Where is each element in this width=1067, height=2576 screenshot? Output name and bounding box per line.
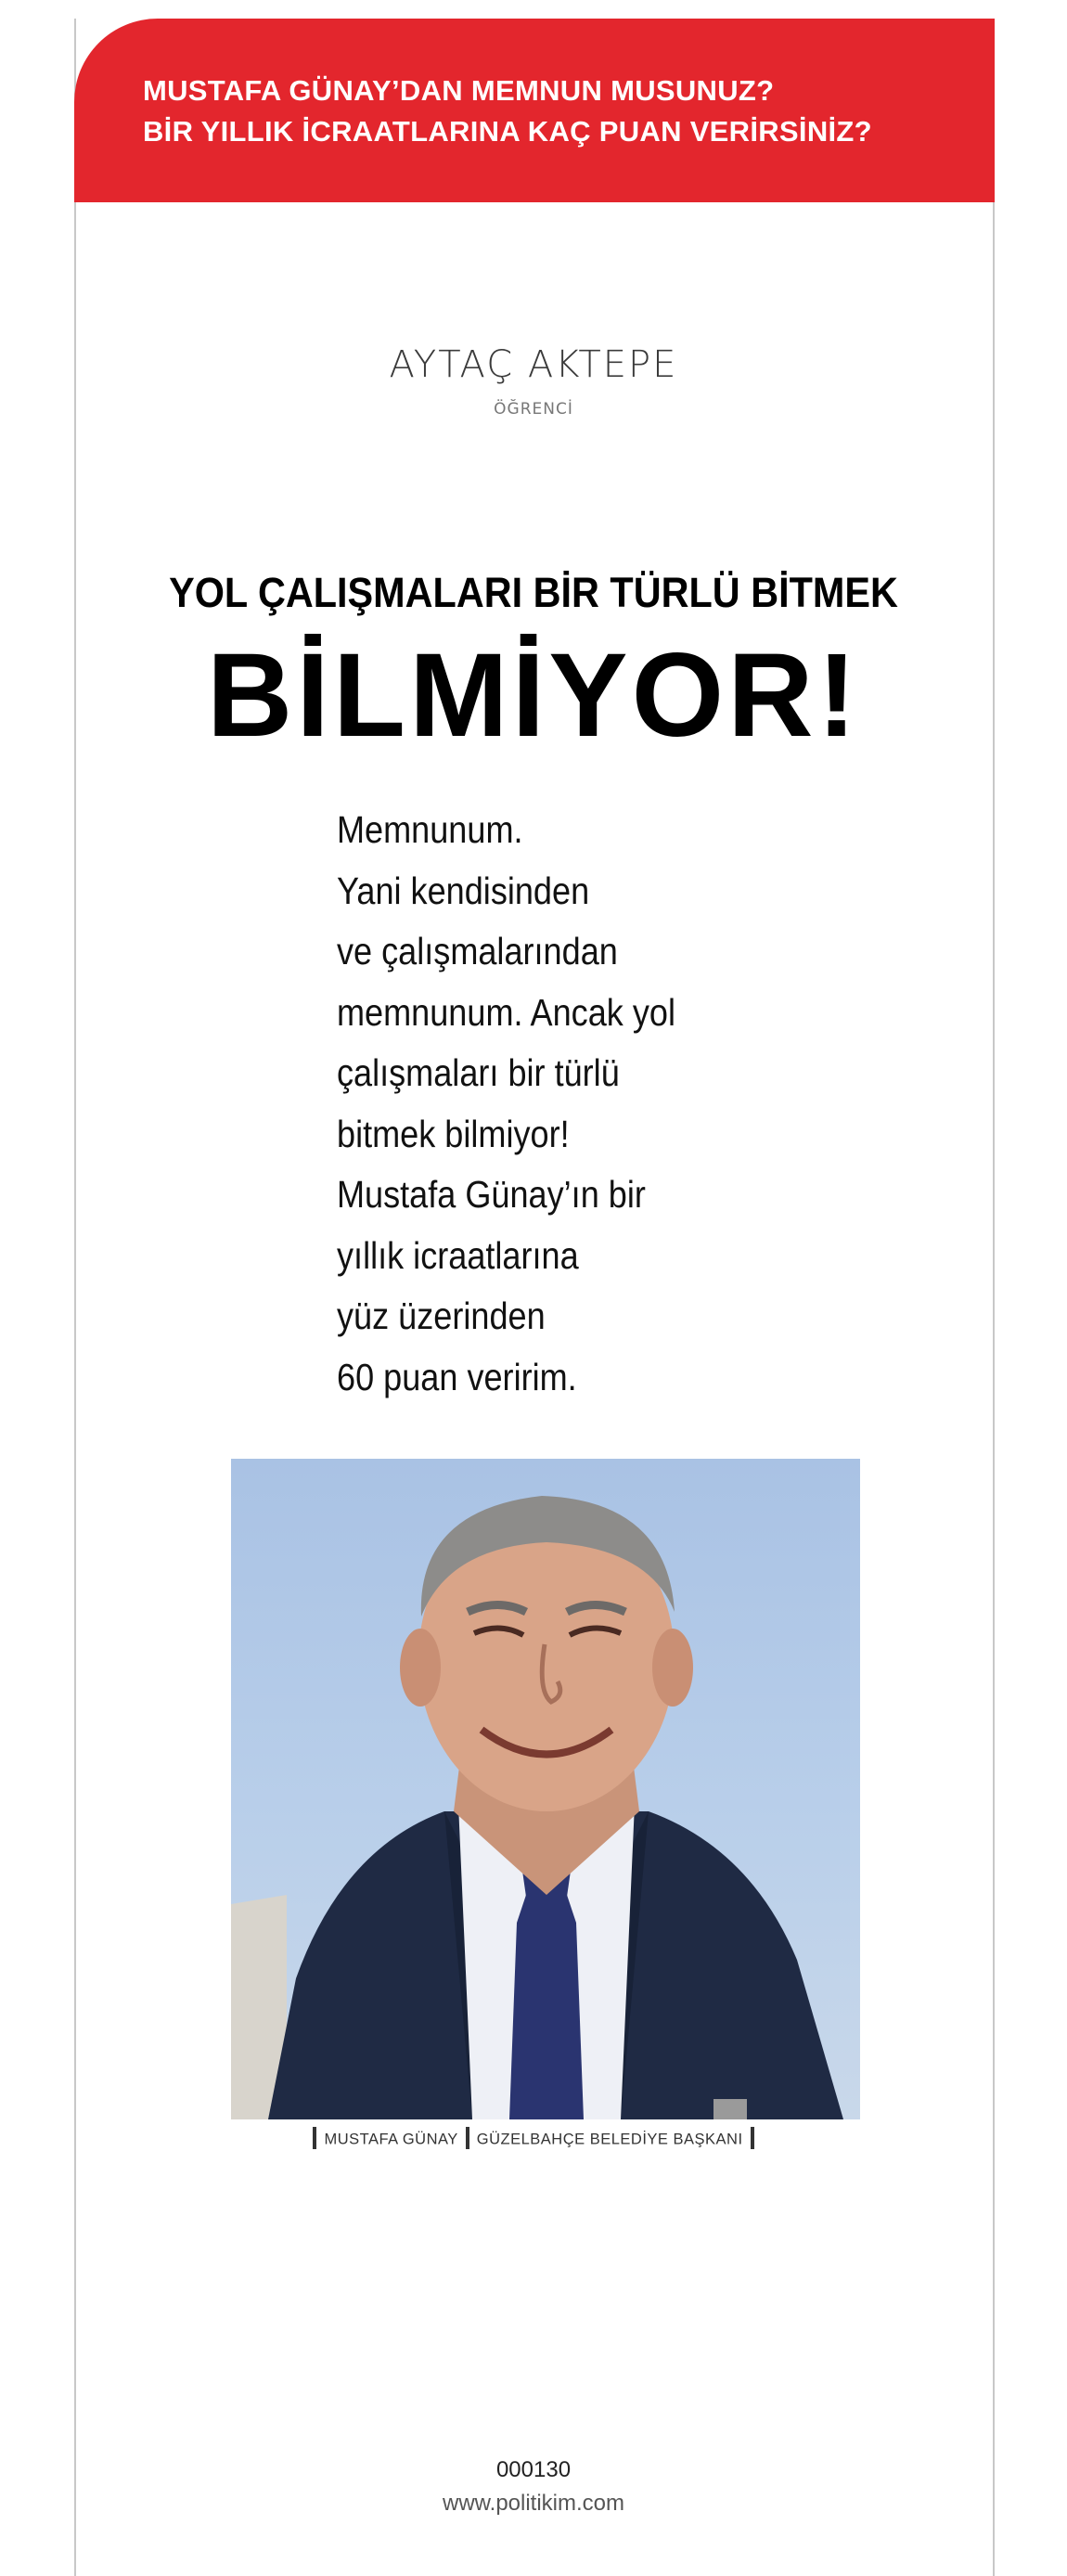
quote-line: ve çalışmalarından bbox=[337, 930, 618, 972]
quote-line: bitmek bilmiyor! bbox=[337, 1112, 570, 1155]
quote-line: yıllık icraatlarına bbox=[337, 1233, 579, 1277]
quote-line: Yani kendisinden bbox=[337, 869, 590, 912]
quote-line: çalışmaları bir türlü bbox=[337, 1051, 620, 1094]
caption-name: MUSTAFA GÜNAY bbox=[324, 2131, 458, 2148]
photo-caption bbox=[0, 2129, 1067, 2151]
quote-line: memnunum. Ancak yol bbox=[337, 990, 675, 1034]
quote-line: 60 puan veririm. bbox=[337, 1355, 577, 1398]
quote-line: Mustafa Günay’ın bir bbox=[337, 1173, 646, 1216]
website-url: www.politikim.com bbox=[442, 2491, 625, 2516]
caption-divider bbox=[313, 2127, 316, 2149]
question-banner bbox=[74, 19, 995, 202]
headline-line-1: YOL ÇALIŞMALARI BİR TÜRLÜ BİTMEK bbox=[169, 569, 898, 616]
caption-divider bbox=[751, 2127, 754, 2149]
mayor-photo bbox=[231, 1459, 860, 2119]
author-name: AYTAÇ AKTEPE bbox=[389, 343, 678, 386]
banner-line-1: MUSTAFA GÜNAY’DAN MEMNUN MUSUNUZ? bbox=[143, 74, 775, 107]
quote-line: Memnunum. bbox=[337, 808, 523, 851]
portrait-illustration bbox=[231, 1459, 860, 2119]
caption-divider bbox=[466, 2127, 469, 2149]
banner-line-2: BİR YILLIK İCRAATLARINA KAÇ PUAN VERİRSİNİZ? bbox=[143, 115, 872, 148]
quote-body bbox=[337, 800, 794, 1408]
quote-line: yüz üzerinden bbox=[337, 1294, 546, 1337]
caption-title: GÜZELBAHÇE BELEDİYE BAŞKANI bbox=[476, 2131, 743, 2148]
headline-line-2: BİLMİYOR! bbox=[206, 629, 861, 762]
author-role: ÖĞRENCİ bbox=[494, 400, 573, 419]
page-code: 000130 bbox=[495, 2457, 572, 2482]
